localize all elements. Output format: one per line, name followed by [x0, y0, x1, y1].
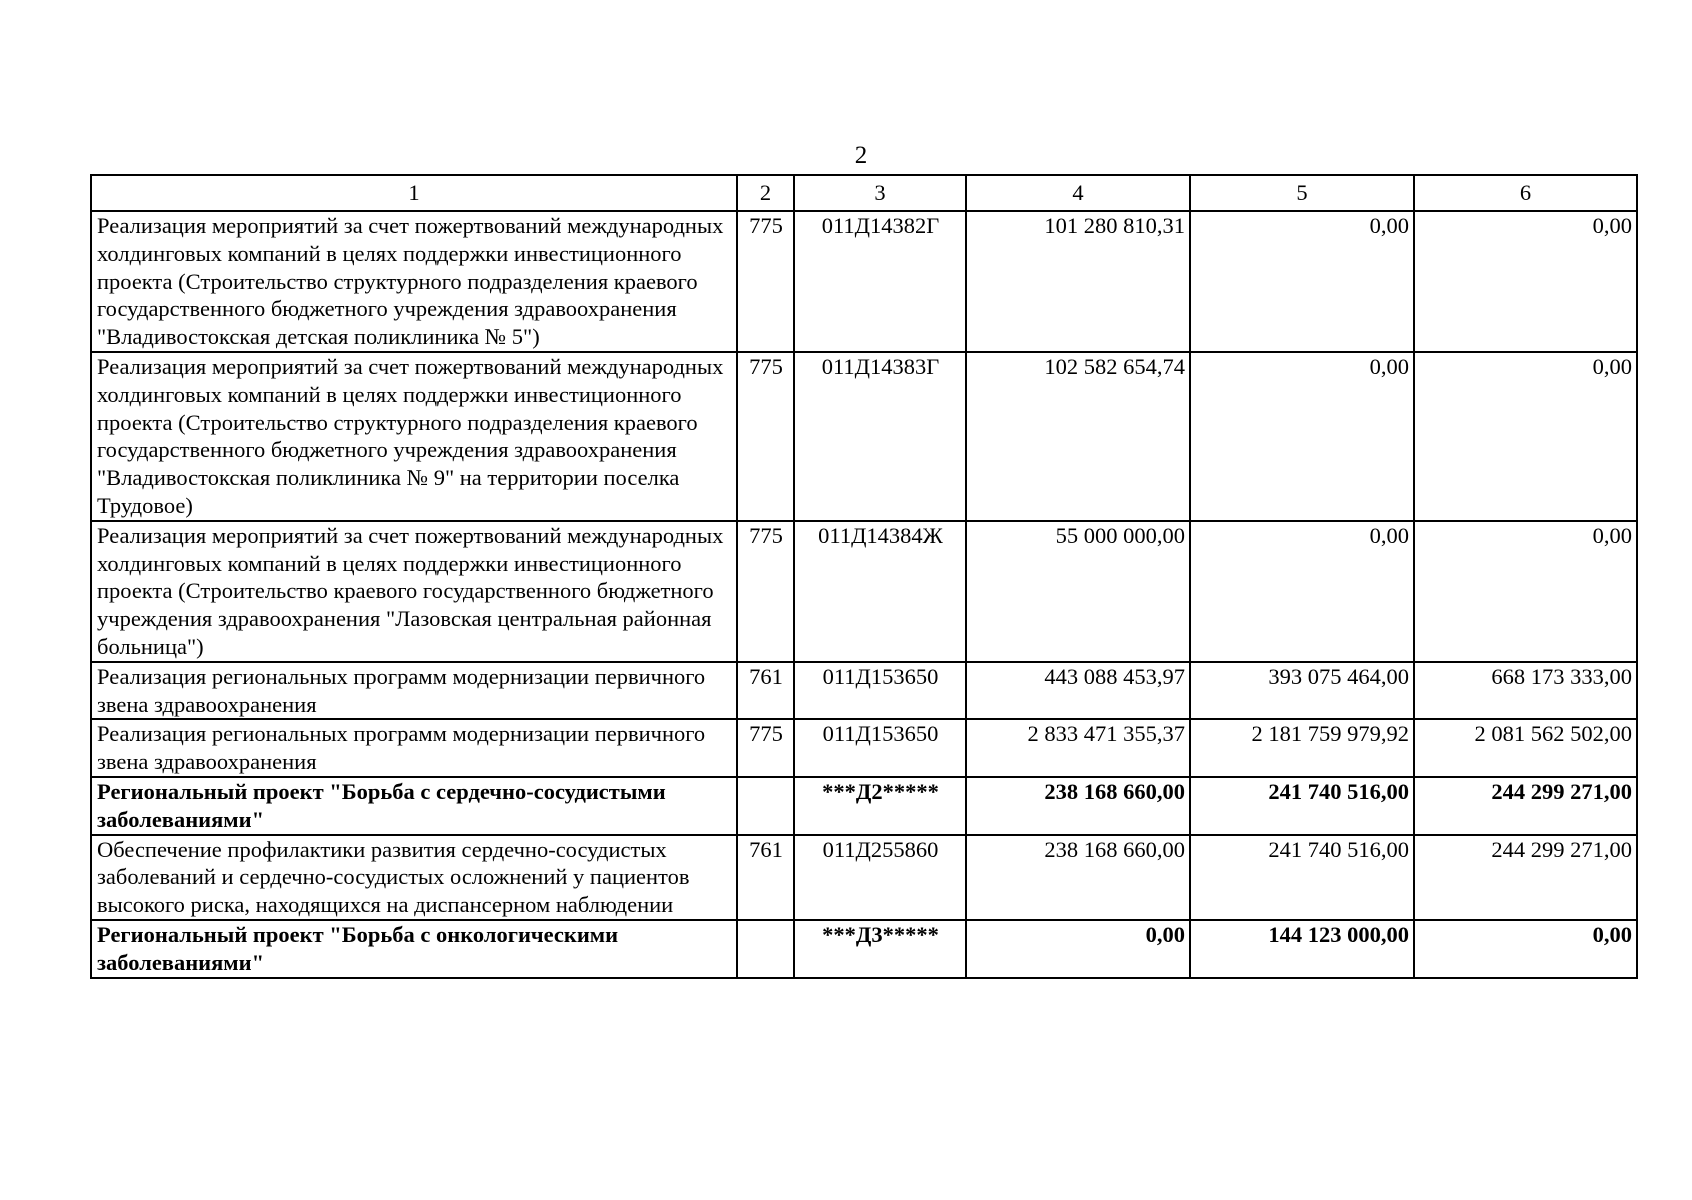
column-header-1: 1 [91, 175, 737, 211]
row-admin-code: 775 [737, 521, 794, 662]
table-row [91, 835, 1637, 920]
column-header-4: 4 [966, 175, 1190, 211]
row-target-code: ***Д2***** [794, 777, 966, 835]
row-amount-year1: 102 582 654,74 [966, 352, 1190, 521]
row-amount-year2: 0,00 [1190, 211, 1414, 352]
row-amount-year3: 2 081 562 502,00 [1414, 719, 1637, 777]
row-amount-year3: 0,00 [1414, 521, 1637, 662]
row-name: Реализация мероприятий за счет пожертвований международных холдинговых компаний в целях поддержки инвестиционного проекта (Строительство структурного подразделения краевого государственного бюджетного учреждения здравоохранения "Владивостокская поликлиника № 9" на территории поселка Трудовое) [91, 352, 737, 521]
row-admin-code: 761 [737, 662, 794, 720]
row-amount-year1: 0,00 [966, 920, 1190, 978]
project-name: Региональный проект "Борьба с сердечно-сосудистыми заболеваниями" [91, 777, 737, 835]
row-target-code: 011Д153650 [794, 662, 966, 720]
project-row [91, 777, 1637, 835]
row-admin-code: 775 [737, 352, 794, 521]
column-header-2: 2 [737, 175, 794, 211]
row-target-code: 011Д14384Ж [794, 521, 966, 662]
table-row [91, 521, 1637, 662]
row-amount-year2: 393 075 464,00 [1190, 662, 1414, 720]
table-body [91, 211, 1637, 978]
row-amount-year1: 443 088 453,97 [966, 662, 1190, 720]
row-target-code: 011Д255860 [794, 835, 966, 920]
row-amount-year1: 238 168 660,00 [966, 835, 1190, 920]
row-target-code: 011Д153650 [794, 719, 966, 777]
row-target-code: 011Д14383Г [794, 352, 966, 521]
row-amount-year2: 241 740 516,00 [1190, 777, 1414, 835]
row-amount-year2: 241 740 516,00 [1190, 835, 1414, 920]
column-numbers-row [91, 175, 1637, 211]
row-admin-code: 775 [737, 719, 794, 777]
row-amount-year2: 2 181 759 979,92 [1190, 719, 1414, 777]
page-number: 2 [854, 142, 868, 169]
row-amount-year2: 144 123 000,00 [1190, 920, 1414, 978]
table-header [91, 175, 1637, 211]
row-amount-year1: 101 280 810,31 [966, 211, 1190, 352]
row-admin-code [737, 777, 794, 835]
row-admin-code [737, 920, 794, 978]
row-admin-code: 775 [737, 211, 794, 352]
table-row [91, 211, 1637, 352]
table-row [91, 719, 1637, 777]
row-name: Реализация региональных программ модернизации первичного звена здравоохранения [91, 719, 737, 777]
row-amount-year2: 0,00 [1190, 352, 1414, 521]
table-row [91, 662, 1637, 720]
row-name: Обеспечение профилактики развития сердечно-сосудистых заболеваний и сердечно-сосудистых осложнений у пациентов высокого риска, находящихся на диспансерном наблюдении [91, 835, 737, 920]
row-amount-year3: 244 299 271,00 [1414, 777, 1637, 835]
project-row [91, 920, 1637, 978]
row-amount-year1: 2 833 471 355,37 [966, 719, 1190, 777]
row-target-code: ***Д3***** [794, 920, 966, 978]
row-name: Реализация мероприятий за счет пожертвований международных холдинговых компаний в целях поддержки инвестиционного проекта (Строительство структурного подразделения краевого государственного бюджетного учреждения здравоохранения "Владивостокская детская поликлиника № 5") [91, 211, 737, 352]
row-name: Реализация региональных программ модернизации первичного звена здравоохранения [91, 662, 737, 720]
row-amount-year3: 0,00 [1414, 352, 1637, 521]
row-amount-year3: 0,00 [1414, 211, 1637, 352]
column-header-6: 6 [1414, 175, 1637, 211]
row-name: Реализация мероприятий за счет пожертвований международных холдинговых компаний в целях поддержки инвестиционного проекта (Строительство краевого государственного бюджетного учреждения здравоохранения "Лазовская центральная районная больница") [91, 521, 737, 662]
row-amount-year2: 0,00 [1190, 521, 1414, 662]
table-row [91, 352, 1637, 521]
column-header-5: 5 [1190, 175, 1414, 211]
row-admin-code: 761 [737, 835, 794, 920]
column-header-3: 3 [794, 175, 966, 211]
row-amount-year3: 0,00 [1414, 920, 1637, 978]
row-amount-year3: 668 173 333,00 [1414, 662, 1637, 720]
row-amount-year1: 238 168 660,00 [966, 777, 1190, 835]
budget-table [90, 174, 1638, 979]
row-amount-year3: 244 299 271,00 [1414, 835, 1637, 920]
project-name: Региональный проект "Борьба с онкологическими заболеваниями" [91, 920, 737, 978]
row-amount-year1: 55 000 000,00 [966, 521, 1190, 662]
row-target-code: 011Д14382Г [794, 211, 966, 352]
